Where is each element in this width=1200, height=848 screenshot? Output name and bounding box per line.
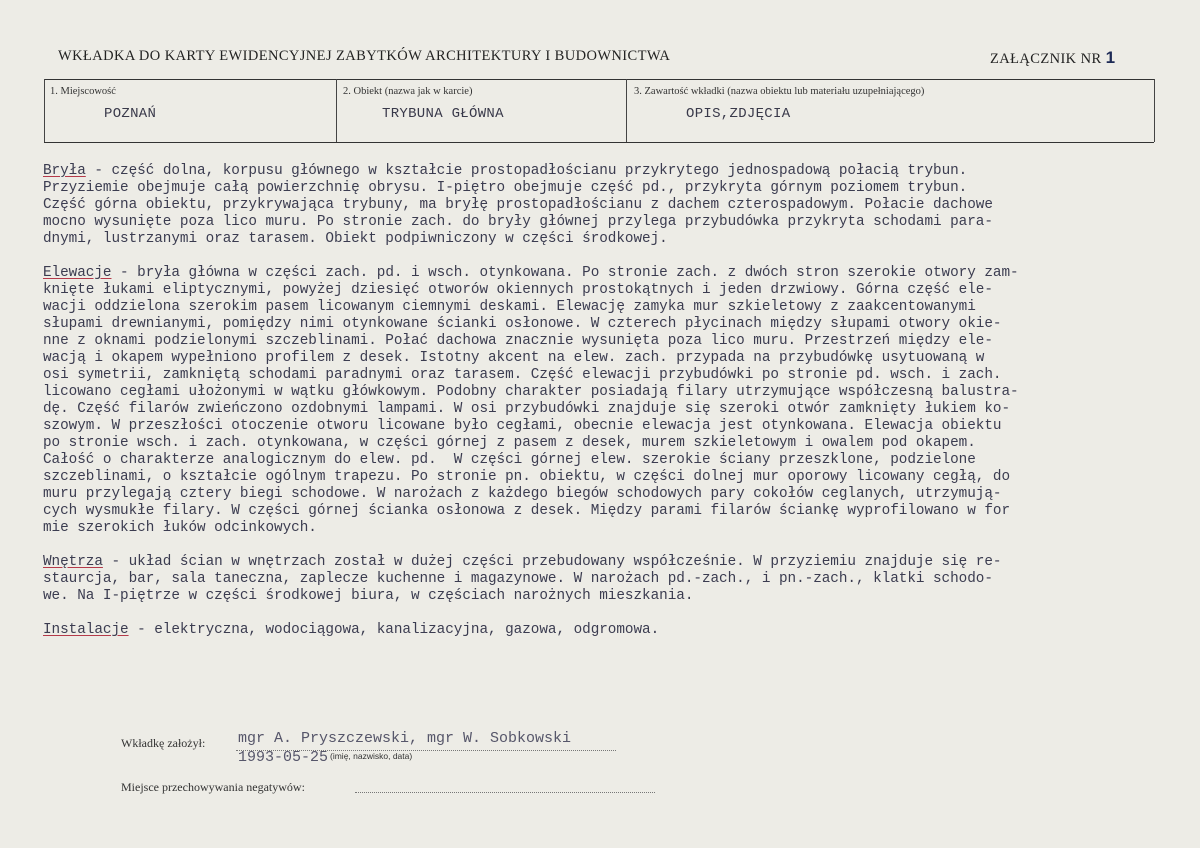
annex-label-text: ZAŁĄCZNIK NR [990,51,1102,67]
text-line [43,503,1188,520]
text-line [43,367,1188,384]
line-text: mie szerokich łuków odcinkowych. [43,520,317,536]
section-elewacje [43,265,1188,537]
text-line [43,333,1188,350]
field-value-locality: POZNAŃ [104,106,157,122]
text-line [43,350,1188,367]
line-text: nne z oknami podzielonymi szczeblinami. Połać dachowa znacznie wysunięta poza lico muru. Przestrzeń między ele- [43,333,993,349]
form-grid-divider [626,79,627,142]
line-text: knięte łukami eliptycznymi, powyżej dziesięć otworów okiennych prostokątnych i jeden drzwiowy. Górna część ele- [43,282,993,298]
negatives-location-label: Miejsce przechowywania negatywów: [121,780,305,794]
line-text: Część górna obiektu, przykrywająca trybuny, ma bryłę prostopadłościanu z dachem czterospadowym. Połacie dachowe [43,197,993,213]
text-line [43,197,1188,214]
line-text: cych wysmukłe filary. W części górnej ścianka osłonowa z desek. Między parami filarów ściankę wyprofilowano w for [43,503,1011,519]
line-text: - część dolna, korpusu głównego w kształcie prostopadłościanu przykrytego jednospadową połacią trybun. [85,163,968,179]
section-spacer [43,537,1188,554]
field-label-locality: 1. Miejscowość [50,86,116,97]
section-wnętrza [43,554,1188,605]
form-grid-divider [44,79,45,142]
section-instalacje [43,622,1188,639]
line-text: dę. Część filarów zwieńczono ozdobnymi lampami. W osi przybudówki znajduje się szeroki otwór zamknięty łukiem ko- [43,401,1011,417]
line-text: Całość o charakterze analogicznym do elew. pd. W części górnej elew. szerokie ściany przeszklone, podzielone [43,452,976,468]
line-text: szowym. W przeszłości otoczenie otworu licowane było cegłami, obecnie elewacja jest otynkowana. Elewacja obiektu [43,418,1002,434]
document-title: WKŁADKA DO KARTY EWIDENCYJNEJ ZABYTKÓW ARCHITEKTURY I BUDOWNICTWA [58,48,671,64]
text-line [43,282,1188,299]
date-note: (imię, nazwisko, data) [330,751,413,761]
line-text: dnymi, lustrzanymi oraz tarasem. Obiekt podpiwniczony w części środkowej. [43,231,668,247]
line-text: po stronie wsch. i zach. otynkowana, w części górnej z pasem z desek, murem szkieletowym i owalem pod okapem. [43,435,976,451]
text-line [43,214,1188,231]
text-line [43,401,1188,418]
form-grid-top-border [44,79,1154,80]
text-line [43,231,1188,248]
text-line [43,316,1188,333]
line-text: wacją i okapem wypełniono profilem z desek. Istotny akcent na elew. zach. przypada na przybudówkę usytuowaną w [43,350,985,366]
text-line [43,469,1188,486]
section-bryła [43,163,1188,248]
form-grid-divider [336,79,337,142]
line-text: wacji oddzielona szerokim pasem licowanym ciemnymi deskami. Elewację zamyka mur szkieletowy z zaakcentowanymi [43,299,976,315]
section-spacer [43,605,1188,622]
form-grid-divider [1154,79,1155,142]
date-value: 1993-05-25 [238,749,329,766]
annex-number: 1 [1105,48,1116,67]
text-line [43,418,1188,435]
section-heading: Bryła [43,163,86,179]
field-label-object: 2. Obiekt (nazwa jak w karcie) [343,86,473,97]
text-line [43,163,1188,180]
text-line [43,435,1188,452]
line-text: - układ ścian w wnętrzach został w dużej części przebudowany współcześnie. W przyziemiu znajduje się re- [102,554,1002,570]
annex-label [990,48,1115,68]
line-text: mocno wysunięte poza lico muru. Po stronie zach. do bryły głównej przylega przybudówka przykryta schodami para- [43,214,993,230]
text-line [43,520,1188,537]
line-text: - bryła główna w części zach. pd. i wsch. otynkowana. Po stronie zach. z dwóch stron szerokie otwory zam- [111,265,1019,281]
text-line [43,622,1188,639]
negatives-location-dotted-line [355,792,655,793]
text-line [43,486,1188,503]
text-line [43,571,1188,588]
text-line [43,554,1188,571]
line-text: Przyziemie obejmuje całą powierzchnię obrysu. I-piętro obejmuje część pd., przykryta górnym poziomem trybun. [43,180,968,196]
line-text: staurcja, bar, sala taneczna, zaplecze kuchenne i magazynowe. W narożach pd.-zach., i pn.-zach., klatki schodo- [43,571,993,587]
line-text: - elektryczna, wodociągowa, kanalizacyjna, gazowa, odgromowa. [128,622,660,638]
line-text: osi symetrii, zamkniętą schodami paradnymi oraz tarasem. Część elewacji przybudówki po stronie pd. wsch. i zach. [43,367,1002,383]
form-grid-bottom-border [44,142,1154,143]
description-body [43,163,1188,639]
line-text: szczeblinami, o kształcie ogólnym trapezu. Po stronie pn. obiektu, w części dolnej mur oporowy licowany cegłą, do [43,469,1011,485]
text-line [43,180,1188,197]
line-text: muru przylegają cztery biegi schodowe. W narożach z każdego biegów schodowych pary cokołów ceglanych, utrzymują- [43,486,1002,502]
line-text: we. Na I-piętrze w części środkowej biura, w częściach narożnych mieszkania. [43,588,694,604]
line-text: licowano cegłami ułożonymi w wątku główkowym. Podobny charakter posiadają filary utrzymujące współczesną balustra- [43,384,1019,400]
section-heading: Elewacje [43,265,112,281]
text-line [43,299,1188,316]
field-value-object: TRYBUNA GŁÓWNA [382,106,504,122]
line-text: słupami drewnianymi, pomiędzy nimi otynkowane ścianki osłonowe. W czterech płycinach między słupami otwory okie- [43,316,1002,332]
section-spacer [43,248,1188,265]
founded-by-value: mgr A. Pryszczewski, mgr W. Sobkowski [238,730,572,747]
text-line [43,384,1188,401]
founded-by-label: Wkładkę założył: [121,736,206,750]
field-value-contents: OPIS,ZDJĘCIA [686,106,791,122]
section-heading: Instalacje [43,622,129,638]
text-line [43,452,1188,469]
text-line [43,265,1188,282]
section-heading: Wnętrza [43,554,103,570]
field-label-contents: 3. Zawartość wkładki (nazwa obiektu lub materiału uzupełniającego) [634,86,925,97]
text-line [43,588,1188,605]
